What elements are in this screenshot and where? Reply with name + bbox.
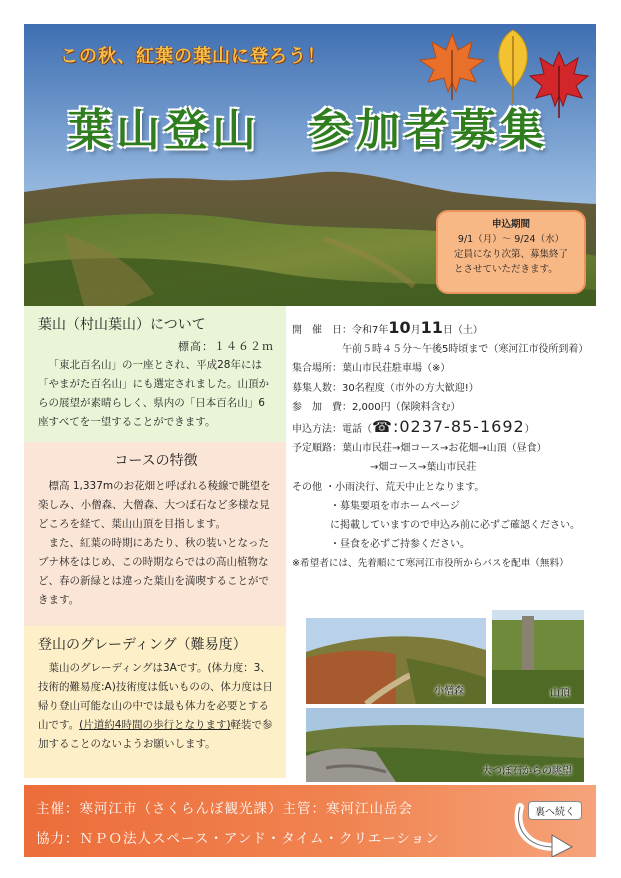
about-body: 「東北百名山」の一座とされ、平成28年には「やまがた百名山」にも選定されました。山頂からの展望が素晴らしく、県内の「日本百名山」6座すべてを一望することができます。 — [38, 359, 269, 428]
curved-arrow-icon — [510, 785, 586, 857]
course-para-2: また、紅葉の時期にあたり、秋の装いとなったブナ林をはじめ、この時期ならではの高山植物など、春の新緑とは違った葉山を満喫することができます。 — [38, 537, 269, 606]
apply-method: 電話（ — [342, 424, 372, 436]
date-label: 開 催 日： — [292, 325, 352, 336]
route-label: 予定順路： — [292, 443, 342, 455]
date-row — [292, 318, 604, 340]
details-column — [292, 318, 604, 574]
apply-close-paren: ） — [524, 424, 535, 436]
apply-period-box — [436, 210, 586, 294]
organizer-line: 主催：寒河江市（さくらんぼ観光課）主管：寒河江山岳会 — [36, 801, 413, 817]
grading-body — [38, 659, 274, 754]
date-weekday: （土） — [452, 325, 483, 336]
other-4: ・昼食を必ずご持参ください。 — [330, 539, 470, 551]
grading-highlight: (片道約4時間の歩行となります) — [79, 719, 231, 731]
maple-leaf-icon — [416, 30, 488, 102]
left-column — [24, 306, 286, 778]
kozomori-caption: 小僧森 — [434, 686, 464, 697]
other-1: ・小雨決行、荒天中止となります。 — [325, 481, 485, 493]
date-day-unit: 日 — [442, 325, 453, 336]
meeting-row — [292, 359, 604, 378]
photo-summit — [492, 610, 584, 704]
apply-label: 申込方法： — [292, 424, 342, 436]
capacity-row — [292, 379, 604, 398]
date-day: 11 — [420, 318, 443, 337]
photo-view — [306, 708, 584, 782]
route-line-2: →畑コース→葉山市民荘 — [370, 462, 477, 474]
apply-period-note-1: 定員になり次第、募集終了 — [454, 249, 569, 260]
apply-row — [292, 417, 604, 439]
maple-leaf-icon — [526, 48, 592, 120]
continued-on-back-label: 裏へ続く — [528, 801, 582, 820]
apply-period-title: 申込期間 — [491, 219, 530, 230]
course-para-1: 標高 1,337mのお花畑と呼ばれる稜線で眺望を楽しみ、小僧森、大僧森、大つぼ石など多様な見どころを経て、葉山山頂を目指します。 — [38, 480, 271, 530]
elevation: 標高：１４６２ｍ — [178, 340, 274, 353]
capacity-label: 募集人数： — [292, 382, 342, 394]
course-heading: コースの特徴 — [114, 453, 198, 469]
grading-heading: 登山のグレーディング（難易度） — [38, 637, 247, 653]
time-row: 午前５時４５分～午後5時頃まで（寒河江市役所到着） — [342, 344, 589, 356]
other-label: その他 — [292, 481, 322, 493]
capacity-value: 30名程度（市外の方大歓迎!） — [342, 382, 479, 394]
fee-value: 2,000円（保険料含む） — [352, 401, 461, 413]
photo-kozomori — [306, 618, 486, 704]
other-row — [292, 478, 604, 497]
hero-banner — [24, 24, 596, 306]
catchphrase: この秋、紅葉の葉山に登ろう！ — [60, 46, 326, 67]
bus-note: ※希望者には、先着順にて寒河江市役所からバスを配車（無料） — [292, 558, 569, 570]
apply-period-note-2: とさせていただきます。 — [454, 264, 558, 275]
route-row — [292, 439, 604, 458]
view-caption: 大つぼ石からの眺望 — [482, 766, 572, 777]
date-month-unit: 月 — [410, 325, 421, 336]
about-section — [24, 306, 286, 442]
course-section — [24, 442, 286, 626]
grading-section — [24, 626, 286, 778]
other-2: ・募集要項を市ホームページ — [330, 500, 460, 512]
phone-number: :0237-85-1692 — [392, 417, 525, 437]
route-line-1: 葉山市民荘→畑コース→お花畑→山頂（昼食） — [342, 443, 547, 455]
fee-label: 参 加 費： — [292, 401, 352, 413]
grading-body-a: 葉山のグレーディングは3Aです。(体力度：3、技術的難易度:A)技術度は低いものの、体力度は日帰り登山可能な山の中では最も体力を必要とする山です。 — [38, 662, 273, 731]
apply-period-dates: 9/1（月）～ 9/24（水） — [457, 234, 565, 245]
grading-body-b: 軽装で参加することのないようお願いします。 — [38, 719, 273, 750]
other-3: に掲載していますので申込み前に必ずご確認ください。 — [330, 520, 580, 532]
page-title: 葉山登山 参加者募集 — [68, 105, 548, 156]
date-era: 令和7年 — [352, 325, 389, 336]
telephone-icon: ☎ — [372, 417, 393, 437]
summit-caption: 山頂 — [550, 688, 570, 699]
summit-image — [492, 610, 584, 704]
date-month: 10 — [388, 318, 411, 337]
cooperation-line: 協力：ＮＰＯ法人スペース・アンド・タイム・クリエーション — [36, 831, 440, 847]
about-heading: 葉山（村山葉山）について — [38, 317, 206, 333]
meeting-label: 集合場所： — [292, 363, 342, 375]
fee-row — [292, 398, 604, 417]
meeting-value: 葉山市民荘駐車場（※） — [342, 363, 451, 375]
